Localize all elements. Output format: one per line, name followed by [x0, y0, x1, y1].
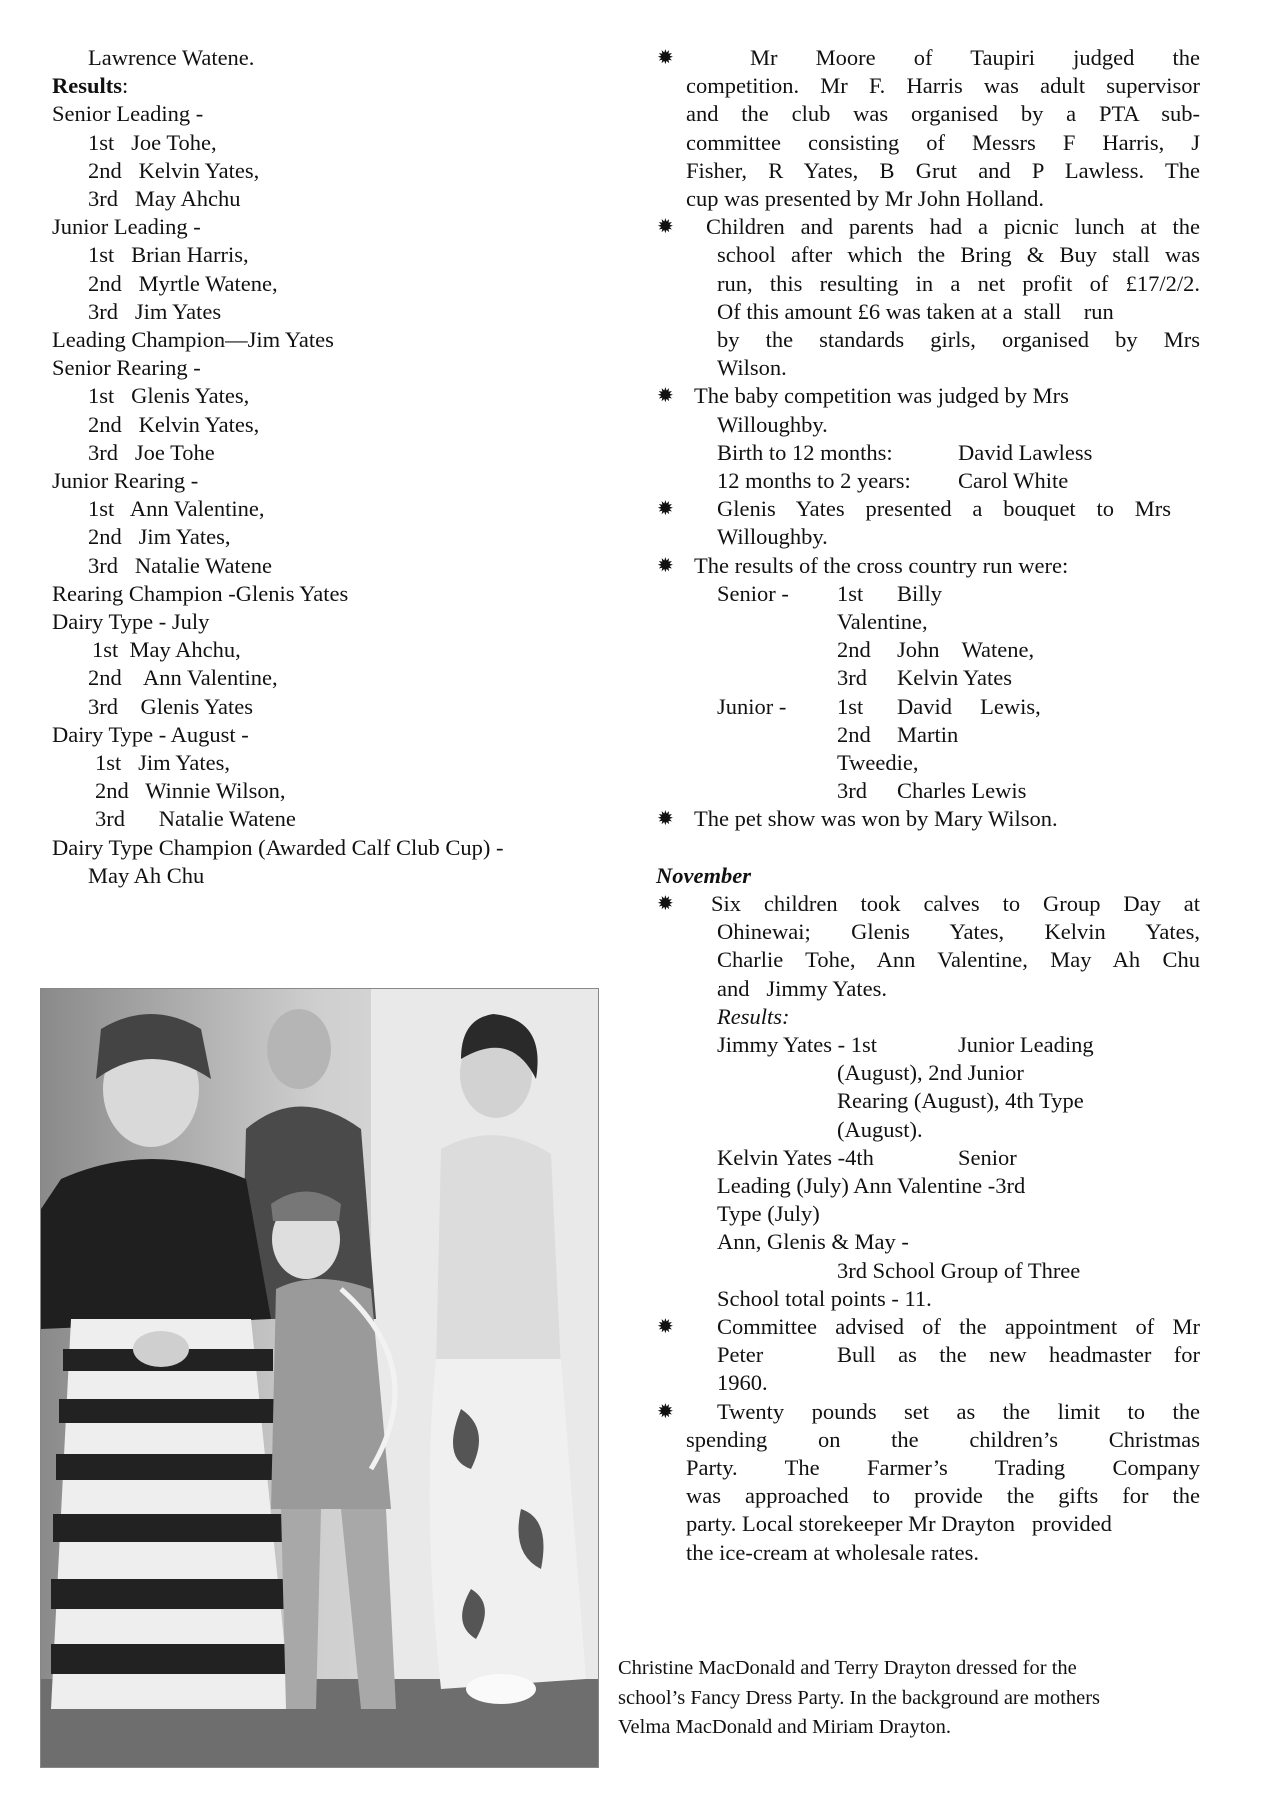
starburst-bullet-icon: ✹	[657, 808, 674, 831]
text-cell: Billy	[897, 580, 943, 606]
text-line	[717, 523, 828, 551]
placing-line	[95, 805, 296, 833]
line-text: (August).	[837, 1116, 923, 1142]
line-text: 1st Jim Yates,	[95, 750, 231, 775]
text-cell: David Lawless	[958, 439, 1093, 465]
line-text: May Ah Chu	[88, 862, 205, 888]
line-text: Type (July)	[717, 1201, 820, 1227]
line-text: Senior Leading -	[52, 101, 204, 127]
line-text: Leading (July) Ann Valentine -3rd	[717, 1173, 1026, 1198]
november-heading	[656, 862, 751, 890]
placing-line	[92, 636, 241, 664]
text-cell: 1st	[837, 580, 864, 606]
placing-line	[88, 129, 217, 157]
results-heading	[52, 72, 128, 100]
line-text: 1960.	[717, 1370, 768, 1396]
line-text: The pet show was won by Mary Wilson.	[694, 806, 1058, 832]
caption-line: school’s Fancy Dress Party. In the background are mothers	[618, 1686, 1101, 1709]
line-text: Rearing Champion -Glenis Yates	[52, 580, 349, 606]
text-cell: Kelvin Yates -4th	[717, 1144, 874, 1170]
line-text: party. Local storekeeper Mr Drayton provided	[686, 1511, 1112, 1537]
text-line	[657, 495, 1171, 523]
line-text: 3rd School Group of Three	[837, 1257, 1081, 1283]
text-line	[837, 636, 1200, 664]
text-cell: 3rd	[837, 665, 867, 691]
line-text: Party. The Farmer’s Trading Company	[686, 1455, 1200, 1480]
line-text: 2nd Kelvin Yates,	[88, 157, 260, 183]
starburst-bullet-icon: ✹	[657, 554, 674, 577]
text-cell: 12 months to 2 years:	[717, 468, 911, 493]
category-line	[52, 100, 203, 128]
line-text: 3rd Glenis Yates	[88, 693, 254, 719]
text-line	[837, 749, 919, 777]
line-text: Valentine,	[837, 609, 928, 634]
line-text: 2nd Myrtle Watene,	[88, 270, 278, 296]
text-line	[657, 890, 1200, 918]
text-line	[717, 1228, 909, 1256]
text-cell: 2nd	[837, 721, 871, 747]
line-text: was approached to provide the gifts for the	[686, 1483, 1200, 1509]
category-line	[52, 834, 503, 862]
line-text: 1st Glenis Yates,	[88, 383, 250, 409]
text-line	[686, 1454, 1200, 1482]
placing-line	[88, 439, 215, 467]
category-line	[52, 580, 348, 608]
line-text: Results	[52, 73, 123, 99]
line-text: 2nd Jim Yates,	[88, 524, 231, 550]
text-line	[717, 1003, 790, 1031]
text-line	[657, 552, 1069, 580]
placing-line	[88, 157, 259, 185]
text-cell: Birth to 12 months:	[717, 439, 893, 465]
text-line	[717, 1144, 1200, 1172]
placing-line	[88, 664, 278, 692]
text-line	[837, 1087, 1084, 1115]
text-line	[717, 1031, 1200, 1059]
text-cell: Junior -	[717, 693, 787, 719]
line-text: 1st Ann Valentine,	[88, 496, 265, 522]
text-line	[686, 185, 1044, 213]
caption-line: Christine MacDonald and Terry Drayton dressed for the	[618, 1657, 1077, 1679]
text-line	[657, 213, 1200, 241]
line-text: competition. Mr F. Harris was adult supervisor	[686, 73, 1200, 99]
placing-line	[88, 693, 253, 721]
starburst-bullet-icon: ✹	[657, 1400, 674, 1423]
line-text: 3rd Natalie Watene	[95, 806, 296, 832]
fancy-dress-photo	[40, 988, 599, 1768]
line-text: Six children took calves to Group Day at	[711, 891, 1200, 916]
text-line	[717, 411, 828, 439]
text-line	[686, 157, 1200, 185]
placing-line	[88, 382, 249, 410]
text-cell: Charles Lewis	[897, 778, 1027, 804]
text-line	[837, 777, 1200, 805]
line-text: Mr Moore of Taupiri judged the	[750, 45, 1200, 70]
line-text: and the club was organised by a PTA sub-	[686, 101, 1200, 127]
text-line	[717, 1341, 1200, 1369]
text-line	[717, 270, 1200, 298]
line-text: Rearing (August), 4th Type	[837, 1088, 1084, 1114]
placing-line	[88, 552, 272, 580]
text-cell: 3rd	[837, 778, 867, 804]
line-text: Lawrence Watene.	[88, 45, 255, 70]
placing-line	[88, 185, 240, 213]
line-text: Twenty pounds set as the limit to the	[717, 1398, 1200, 1424]
text-line	[717, 326, 1200, 354]
text-line	[686, 72, 1200, 100]
photo-image	[41, 989, 598, 1767]
category-line	[52, 467, 198, 495]
line-text: the ice-cream at wholesale rates.	[686, 1539, 979, 1565]
line-text: Of this amount £6 was taken at a stall run	[717, 298, 1114, 324]
placing-line	[88, 241, 249, 269]
text-line	[686, 1482, 1200, 1510]
line-text: committee consisting of Messrs F Harris, J	[686, 129, 1200, 155]
text-line	[717, 975, 887, 1003]
starburst-bullet-icon: ✹	[657, 893, 674, 915]
line-text: 3rd Natalie Watene	[88, 552, 272, 578]
line-text: Tweedie,	[837, 750, 919, 775]
line-text: 1st Brian Harris,	[88, 242, 249, 268]
caption-line: Velma MacDonald and Miriam Drayton.	[618, 1716, 952, 1738]
line-text: cup was presented by Mr John Holland.	[686, 186, 1045, 211]
line-text: Committee advised of the appointment of Mr	[717, 1314, 1200, 1339]
text-line	[717, 298, 1114, 326]
line-text: Dairy Type - August -	[52, 721, 249, 747]
text-line	[657, 805, 1058, 833]
photo-caption	[618, 1654, 1218, 1743]
line-text: Junior Leading -	[52, 214, 201, 240]
line-text: Fisher, R Yates, B Grut and P Lawless. The	[686, 157, 1200, 183]
text-line	[717, 354, 787, 382]
line-text: run, this resulting in a net profit of £17/2/2.	[717, 270, 1200, 296]
text-cell: Senior	[958, 1144, 1017, 1170]
results-colon: :	[122, 73, 129, 99]
text-cell: Kelvin Yates	[897, 665, 1013, 691]
placing-line	[88, 298, 221, 326]
line-text: (August), 2nd Junior	[837, 1060, 1024, 1086]
line-text: Leading Champion—Jim Yates	[52, 327, 334, 352]
line-text: Senior Rearing -	[52, 355, 201, 381]
placing-line	[95, 749, 230, 777]
line-text: The baby competition was judged by Mrs	[694, 383, 1069, 409]
line-text: Wilson.	[717, 355, 787, 381]
line-text: Results:	[717, 1003, 790, 1029]
starburst-bullet-icon: ✹	[657, 385, 674, 408]
line-text: Dairy Type Champion (Awarded Calf Club Cup) -	[52, 834, 504, 860]
text-cell: Peter	[717, 1342, 764, 1368]
line-text: The results of the cross country run were:	[694, 552, 1069, 578]
line-text: spending on the children’s Christmas	[686, 1426, 1200, 1452]
line-text: by the standards girls, organised by Mrs	[717, 327, 1200, 352]
text-line	[717, 693, 1200, 721]
line-text: Ohinewai; Glenis Yates, Kelvin Yates,	[717, 919, 1200, 945]
text-line	[837, 608, 928, 636]
text-line	[717, 1200, 820, 1228]
line-text: Junior Rearing -	[52, 468, 199, 493]
text-line	[717, 1369, 768, 1397]
line-text: Children and parents had a picnic lunch at the	[706, 214, 1200, 240]
line-text: Charlie Tohe, Ann Valentine, May Ah Chu	[717, 947, 1200, 973]
placing-line	[88, 495, 264, 523]
placing-line	[88, 44, 254, 72]
text-line	[686, 1539, 979, 1567]
category-line	[52, 213, 201, 241]
text-line	[657, 1398, 1200, 1426]
text-line	[717, 439, 1200, 467]
line-text: 2nd Kelvin Yates,	[88, 411, 260, 437]
text-line	[717, 1285, 932, 1313]
text-line	[717, 918, 1200, 946]
starburst-bullet-icon: ✹	[657, 1316, 674, 1338]
placing-line	[95, 777, 285, 805]
category-line	[52, 608, 209, 636]
category-line	[52, 354, 201, 382]
line-text: and Jimmy Yates.	[717, 975, 888, 1001]
line-text: 1st May Ahchu,	[92, 637, 241, 663]
text-line	[837, 664, 1200, 692]
line-text: school after which the Bring & Buy stall was	[717, 242, 1200, 268]
line-text: Willoughby.	[717, 411, 828, 437]
line-text: Glenis Yates presented a bouquet to Mrs	[717, 496, 1171, 522]
text-line	[686, 1510, 1112, 1538]
line-text: 1st Joe Tohe,	[88, 129, 217, 155]
placing-line	[88, 411, 259, 439]
text-cell: 1st	[837, 693, 864, 719]
line-text: Dairy Type - July	[52, 609, 210, 634]
text-line	[717, 241, 1200, 269]
text-cell: Carol White	[958, 468, 1069, 493]
starburst-bullet-icon: ✹	[657, 216, 674, 239]
placing-line	[88, 523, 231, 551]
text-cell: Senior -	[717, 580, 789, 606]
category-line	[52, 721, 249, 749]
line-text: Ann, Glenis & May -	[717, 1229, 909, 1255]
text-line	[717, 580, 1200, 608]
line-text: 3rd Joe Tohe	[88, 439, 215, 465]
text-line	[657, 382, 1069, 410]
placing-line	[88, 862, 204, 890]
text-line	[657, 44, 1200, 72]
text-cell: John Watene,	[897, 637, 1035, 663]
line-text: November	[656, 862, 751, 888]
text-line	[717, 467, 1200, 495]
text-line	[686, 1426, 1200, 1454]
starburst-bullet-icon: ✹	[657, 47, 674, 69]
text-line	[837, 721, 1200, 749]
text-line	[717, 946, 1200, 974]
text-cell: Jimmy Yates - 1st	[717, 1032, 878, 1057]
text-cell: David Lewis,	[897, 693, 1041, 719]
text-cell: 2nd	[837, 637, 871, 663]
text-line	[837, 1059, 1024, 1087]
line-text: 2nd Ann Valentine,	[88, 665, 278, 691]
placing-line	[88, 270, 278, 298]
text-line	[686, 100, 1200, 128]
line-text: Willoughby.	[717, 524, 828, 550]
line-text: 3rd May Ahchu	[88, 186, 241, 211]
text-line	[686, 129, 1200, 157]
line-text: School total points - 11.	[717, 1285, 932, 1311]
text-cell: Junior Leading	[958, 1032, 1094, 1057]
text-line	[837, 1257, 1080, 1285]
text-cell: Bull as the new headmaster for	[837, 1342, 1200, 1368]
line-text: 2nd Winnie Wilson,	[95, 778, 286, 804]
text-line	[837, 1116, 923, 1144]
text-cell: Martin	[897, 721, 959, 747]
text-line	[657, 1313, 1200, 1341]
text-line	[717, 1172, 1025, 1200]
line-text: 3rd Jim Yates	[88, 298, 222, 324]
starburst-bullet-icon: ✹	[657, 498, 674, 521]
category-line	[52, 326, 334, 354]
